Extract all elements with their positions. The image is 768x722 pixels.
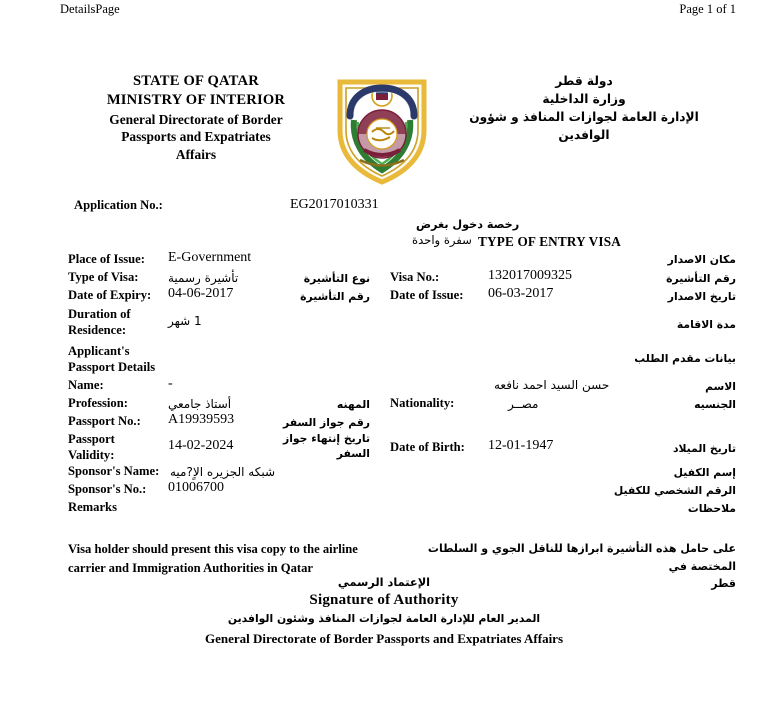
signature-block: [0, 575, 768, 647]
duration-label-line2: Residence:: [68, 323, 127, 337]
type-of-visa-label-ar: نوع التأشيرة: [303, 272, 370, 285]
masthead-ar-line4: الوافدين: [558, 128, 610, 143]
passport-no-value: A19939593: [168, 412, 235, 427]
name-label: Name:: [68, 378, 104, 392]
visa-no-label-ar: رقم التأشيرة: [666, 272, 736, 285]
applicant-details-label-line2: Passport Details: [68, 360, 156, 374]
date-of-birth-label: Date of Birth:: [390, 440, 465, 454]
passport-validity-label-line1: Passport: [68, 432, 115, 446]
sponsor-name-label: Sponsor's Name:: [68, 464, 160, 478]
sponsor-no-label: Sponsor's No.:: [68, 482, 147, 496]
passport-validity-label-line2: Validity:: [68, 448, 115, 462]
application-number-value: EG2017010331: [290, 197, 379, 212]
name-value: -: [168, 376, 173, 391]
type-of-visa-value: تأشيرة رسمية: [168, 271, 239, 285]
type-of-visa-label: Type of Visa:: [68, 270, 139, 284]
signature-english-title: Signature of Authority: [309, 592, 459, 608]
profession-label-ar: المهنه: [336, 398, 370, 411]
note-arabic-line1: على حامل هذه التأشيرة ابرازها للناقل الجوي و السلطات المختصة في: [427, 542, 736, 573]
masthead-en-line2: MINISTRY OF INTERIOR: [106, 92, 286, 109]
note-arabic-line2: قطر: [711, 577, 736, 591]
sponsor-no-value: 01006700: [168, 480, 224, 495]
passport-validity-label-ar-line2: السفر: [336, 447, 370, 460]
signature-english-department: General Directorate of Border Passports and Expatriates Affairs: [204, 631, 564, 646]
remarks-label-ar: ملاحظات: [687, 502, 736, 515]
note-english-line2: carrier and Immigration Authorities in Qatar: [68, 561, 313, 576]
date-of-issue-label: Date of Issue:: [390, 288, 464, 302]
visa-type-arabic-line2: سفرة واحدة: [412, 233, 472, 247]
masthead-en-line5: Affairs: [175, 146, 217, 162]
name-label-ar: الاسم: [705, 380, 736, 393]
sponsor-name-value: شبكه الجزيره الاٍ?ميه: [170, 465, 275, 479]
passport-no-label-ar: رقم جواز السفر: [283, 416, 370, 429]
remarks-label: Remarks: [68, 500, 117, 514]
place-of-issue-label: Place of Issue:: [68, 252, 145, 266]
date-of-expiry-value: 04-06-2017: [168, 286, 234, 301]
nationality-value: مصــر: [508, 397, 539, 411]
duration-label-ar: مدة الاقامة: [676, 318, 736, 331]
application-number-label: Application No.:: [74, 198, 163, 212]
visa-type-heading: [0, 218, 768, 254]
note-english-line1: Visa holder should present this visa copy to the airline: [68, 542, 358, 556]
visa-no-value: 132017009325: [488, 268, 572, 283]
passport-validity-label-ar-line1: تاريخ إنتهاء جواز: [282, 432, 370, 445]
place-of-issue-value: E-Government: [168, 250, 252, 265]
nationality-label-ar: الجنسيه: [694, 398, 736, 411]
page-title: DetailsPage: [60, 2, 120, 16]
passport-validity-value: 14-02-2024: [168, 438, 234, 453]
date-of-issue-label-ar: تاريخ الاصدار: [667, 290, 736, 303]
visa-type-arabic-line1: رخصة دخول بغرض: [416, 218, 520, 231]
date-of-birth-value: 12-01-1947: [488, 438, 554, 453]
masthead-ar-line2: وزارة الداخلية: [542, 92, 626, 107]
nationality-label: Nationality:: [390, 396, 455, 410]
profession-label: Profession:: [68, 396, 128, 410]
date-of-birth-label-ar: تاريخ الميلاد: [672, 442, 736, 455]
duration-label-line1: Duration of: [68, 307, 131, 321]
masthead: [0, 68, 768, 183]
visa-no-label: Visa No.:: [390, 270, 440, 284]
masthead-en-line3: General Directorate of Border: [109, 111, 283, 127]
masthead-arabic: [448, 72, 720, 144]
masthead-en-line4: Passports and Expatriates: [121, 129, 271, 145]
page-number: Page 1 of 1: [679, 2, 736, 16]
masthead-ar-line1: دولة قطر: [555, 74, 613, 88]
note-english: [68, 540, 398, 578]
place-of-issue-label-ar: مكان الاصدار: [667, 253, 736, 266]
duration-value: 1 شهر: [168, 314, 202, 328]
name-value-arabic: حسن السيد احمد نافعه: [494, 378, 610, 392]
applicant-details-label-ar: بيانات مقدم الطلب: [634, 352, 736, 365]
masthead-english: [72, 72, 320, 164]
qatar-ministry-emblem-icon: [330, 68, 434, 186]
sponsor-no-label-ar: الرقم الشخصي للكفيل: [613, 484, 736, 497]
masthead-en-line1: STATE OF QATAR: [132, 73, 260, 89]
application-number-row: [0, 198, 768, 218]
profession-value: أستاذ جامعي: [168, 397, 232, 411]
applicant-details-label-line1: Applicant's: [68, 344, 130, 358]
passport-no-label: Passport No.:: [68, 414, 141, 428]
date-of-expiry-label: Date of Expiry:: [68, 288, 152, 302]
signature-arabic-director: المدير العام للإدارة العامة لجوازات المنافذ وشئون الوافدين: [227, 612, 541, 625]
date-of-expiry-label-ar: رقم التأشيرة: [300, 290, 370, 303]
signature-arabic-official: الإعتماد الرسمي: [337, 575, 431, 589]
date-of-issue-value: 06-03-2017: [488, 286, 554, 301]
masthead-ar-line3: الإدارة العامة لجوازات المنافذ و شؤون: [469, 110, 699, 125]
sponsor-name-label-ar: إسم الكفيل: [673, 466, 736, 479]
visa-type-english: TYPE OF ENTRY VISA: [478, 234, 621, 249]
running-header: [0, 2, 768, 22]
